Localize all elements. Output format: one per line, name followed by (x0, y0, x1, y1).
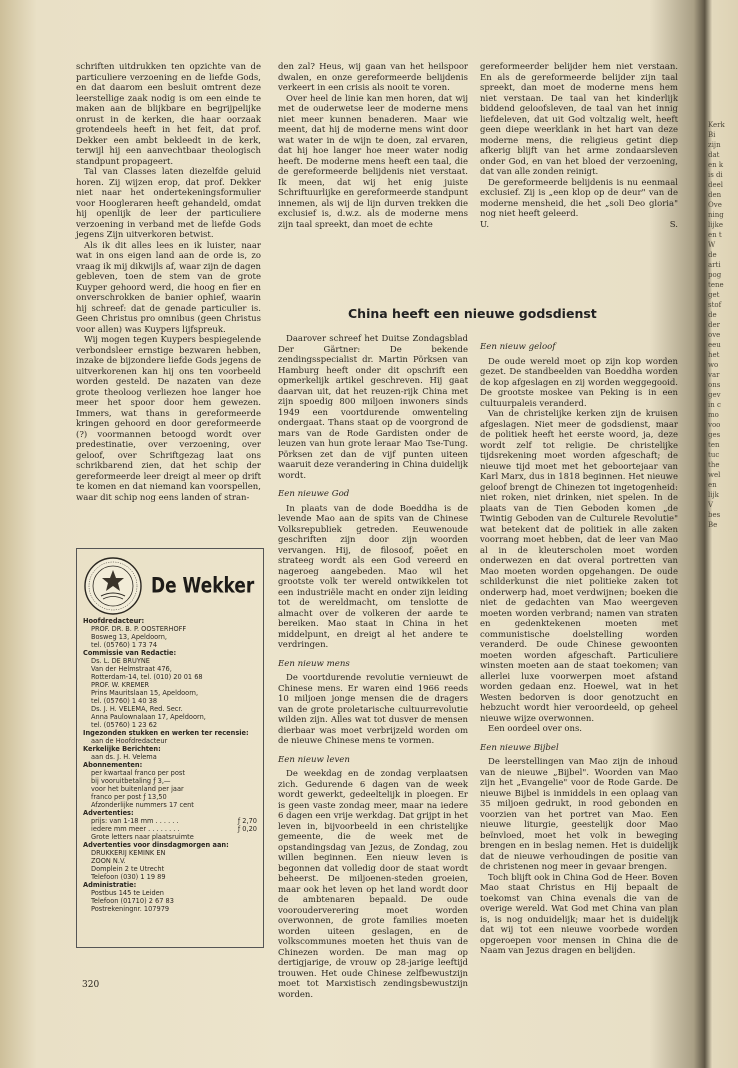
next-page-fragment: wel (708, 471, 721, 479)
masthead-line: bij vooruitbetaling ƒ 3,— (91, 777, 171, 785)
next-page-fragment: ons (708, 381, 721, 389)
next-page-fragment: dat (708, 151, 720, 159)
price-row (83, 817, 257, 825)
next-page-fragment: tene (708, 281, 724, 289)
paragraph: schriften uitdrukken ten opzichte van de particuliere verzoening en de liefde Gods, en dat daarom een besluit omtrent deze leerstellige zaak nodig is om een einde te maken aan de blijkbare en begrijpelijke onrust in de kerken, die haar oorzaak grotendeels heeft in het feit, dat prof. Dekker een ambt bekleedt in de kerk, terwijl hij een aanvechtbaar theologisch standpunt propageert. (76, 62, 261, 167)
next-page-fragment: wo (708, 361, 719, 369)
price-value: ƒ 2,70 (237, 817, 257, 825)
signature-initial: S. (669, 219, 678, 230)
next-page-fragment: en k (708, 161, 724, 169)
masthead-line: ZOON N.V. (91, 857, 126, 865)
paragraph: De voortdurende revolutie vernieuwt de Chinese mens. Er waren eind 1966 reeds 10 miljoen jonge mensen die de dragers van de grote proletarische cultuurrevolutie wilden zijn. Alles wat tot dusver de mensen dierbaar was moet verbrijzeld worden om de nieuwe Chinese mens te vormen. (278, 673, 468, 746)
paragraph: gereformeerder belijder hem niet verstaan. En als de gereformeerde belijder zijn taal spreekt, dan moet de moderne mens hem niet verstaan. De taal van het kinderlijk biddend geloofsleven, de taal van het innig liefdeleven, dat uit God voltzalig welt, heeft geen diepe weerklank in het hart van deze moderne mens, die religieus getint diep afkerig blijft van het arme zondaarsleven onder God, en van het bloed der verzoening, dat van alle zonden reinigt. (480, 62, 678, 177)
next-page-fragment: Ove (708, 201, 722, 209)
paragraph: Tal van Classes laten diezelfde geluid horen. Zij wijzen erop, dat prof. Dekker niet naar het ondertekeningsformulier voor Hoogleraren heeft gehandeld, omdat hij openlijk de leer der particuliere verzoening in verband met de liefde Gods jegens Zijn uitverkoren betwist. (76, 167, 261, 240)
masthead-line: Van der Helmstraat 476, (91, 665, 172, 673)
masthead-line: Postrekeningnr. 107979 (91, 905, 170, 913)
paragraph: Toch blijft ook in China God de Heer. Boven Mao staat Christus en Hij bepaalt de toekomst van China evenals die van de overige wereld. Wat God met China van plan is, is nog onduidelijk; maar het is duidelijk dat wij tot een nieuwe voorbede worden opgeroepen voor mensen in China die de Naam van Jezus dragen en belijden. (480, 872, 678, 956)
next-page-fragment: gev (708, 391, 721, 399)
masthead-box (76, 548, 264, 948)
magazine-page (48, 62, 696, 1042)
masthead-line: PROF. DR. B. P. OOSTERHOFF (91, 625, 187, 633)
masthead-line: Anna Paulownalaan 17, Apeldoorn, (91, 713, 206, 721)
masthead-line: tel. (05760) 1 40 38 (91, 697, 158, 705)
next-page-fragment: ove (708, 331, 721, 339)
masthead-line: aan ds. J. H. Velema (91, 753, 157, 761)
next-page-fragment: den (708, 191, 722, 199)
signature-line (480, 220, 678, 231)
masthead-line: Rotterdam-14, tel. (010) 20 01 68 (91, 673, 203, 681)
next-page-fragment: Kerk (708, 121, 725, 129)
next-page-fragment: ning (708, 211, 724, 219)
next-page-fragment: het (708, 351, 720, 359)
paragraph: Wij mogen tegen Kuypers bespiegelende verbondsleer ernstige bezwaren hebben, inzake de bijzondere liefde Gods jegens de uitverkorenen kan hij ons ten voorbeeld worden gesteld. De nazaten van deze grote theoloog verliezen hoe langer hoe meer het spoor door hem gewezen. Immers, wat thans in gereformeerde kringen gehoord en door gereformeerde (?) voormannen betoogd wordt over predestinatie, over verzoening, over geloof, over Schriftgezag laat ons schrikbarend zien, dat het schip der gereformeerde leer dreigt al meer op drift te komen en dat niemand kan voorspellen, waar dit schip nog eens landen of stran- (76, 335, 261, 503)
next-page-fragment: Bi (708, 131, 716, 139)
next-page-fragment: W (708, 241, 716, 249)
next-page-edge (708, 120, 738, 530)
next-page-fragment: lijk (708, 491, 719, 499)
masthead-line: Telefoon (01710) 2 67 83 (91, 897, 174, 905)
masthead-line: Ds. L. DE BRUYNE (91, 657, 150, 665)
masthead-label: Administratie: (83, 881, 137, 889)
next-page-fragment: ten (708, 441, 720, 449)
paragraph: De gereformeerde belijdenis is nu eenmaal exclusief. Zij is „een klop op de deur" van de moderne mensheid, die het „soli Deo gloria" nog niet heeft geleerd. (480, 177, 678, 219)
next-page-fragment: in c (708, 401, 721, 409)
masthead-label: Ingezonden stukken en werken ter recensie: (83, 729, 249, 737)
next-page-fragment: deel (708, 181, 724, 189)
masthead-label: Abonnementen: (83, 761, 143, 769)
next-page-fragment: the (708, 461, 720, 469)
section-subheading: Een nieuwe God (278, 489, 350, 499)
signature-initial: U. (480, 219, 490, 230)
masthead-line: Grote letters naar plaatsruimte (91, 833, 194, 841)
masthead-label: Commissie van Redactie: (83, 649, 177, 657)
masthead-line: franco per post ƒ 13,50 (91, 793, 167, 801)
paragraph: den zal? Heus, wij gaan van het heilspoor dwalen, en onze gereformeerde belijdenis verkeert in een crisis als nooit te voren. (278, 62, 468, 93)
paragraph: Een oordeel over ons. (488, 724, 583, 734)
column-middle-top (278, 62, 468, 232)
column-right-top (480, 62, 678, 262)
masthead-details (83, 617, 257, 913)
next-page-fragment: lijke (708, 221, 724, 229)
next-page-fragment: V (708, 501, 714, 509)
section-subheading: Een nieuw geloof (480, 342, 556, 352)
masthead-line: Afzonderlijke nummers 17 cent (91, 801, 194, 809)
next-page-fragment: tuc (708, 451, 720, 459)
price-label: iedere mm meer . . . . . . . . (91, 825, 180, 833)
column-right-article (480, 334, 678, 974)
next-page-fragment: mo (708, 411, 719, 419)
price-row (83, 825, 257, 833)
masthead-label: Hoofdredacteur: (83, 617, 145, 625)
article-headline: China heeft een nieuwe godsdienst (348, 306, 597, 321)
masthead-line: Ds. J. H. VELEMA, Red. Secr. (91, 705, 183, 713)
masthead-line: Bosweg 13, Apeldoorn, (91, 633, 168, 641)
next-page-fragment: en (708, 481, 717, 489)
next-page-fragment: de (708, 311, 717, 319)
next-page-fragment: bes (708, 511, 721, 519)
next-page-fragment: is di (708, 171, 723, 179)
section-subheading: Een nieuw mens (278, 658, 350, 669)
next-page-fragment: arti (708, 261, 721, 269)
next-page-fragment: der (708, 321, 720, 329)
paragraph: Daarover schreef het Duitse Zondagsblad Der Gärtner: De bekende zendingsspecialist dr. Martin Pörksen van Hamburg heeft onder dit opschrift een opmerkelijk artikel geschreven. Hij gaat daarvan uit, dat het reuzen-rijk China met zijn spoedig 800 miljoen inwoners sinds 1949 een voortdurende omwenteling ondergaat. Thans staat op de voorgrond de mars van de Rode Gardisten onder de leuzen van hun grote leraar Mao Tse-Tung. Pörksen zet dan de vijf punten uiteen waaruit deze verandering in China duidelijk wordt. (278, 334, 468, 481)
paragraph: In plaats van de dode Boeddha is de levende Mao aan de spits van de Chinese Volksrepubliek getreden. Eeuwenoude geschriften zijn door zijn woorden vervangen. Hij, de filosoof, poëet en strateeg wordt als een God vereerd en nageroeg aangebeden. Mao wil het grootste volk ter wereld ontwikkelen tot een industriële macht en onder zijn leiding tot de wereldmacht, om tenslotte de almacht over de volkeren der aarde te bereiken. Mao staat in China in het middelpunt, en dreigt al het andere te verdringen. (278, 503, 468, 650)
paragraph: Als ik dit alles lees en ik luister, naar wat in ons eigen land aan de orde is, zo vraag ik mij dikwijls af, waar zijn de dagen gebleven, toen de stem van de grote Kuyper gehoord werd, die hoog en fier en onverschrokken de banier ophief, waarin hij schreef: dat de genade particulier is. Geen Christus pro omnibus (geen Christus voor allen) was Kuypers lijfspreuk. (76, 240, 261, 335)
price-label: prijs: van 1-18 mm . . . . . . (91, 817, 179, 825)
next-page-fragment: zijn (708, 141, 721, 149)
masthead-line: DRUKKERIJ KEMINK EN (91, 849, 166, 857)
next-page-fragment: voo (708, 421, 721, 429)
masthead-line: per kwartaal franco per post (91, 769, 185, 777)
section-subheading: Een nieuwe Bijbel (480, 742, 559, 753)
next-page-fragment: stof (708, 301, 722, 309)
seal-logo (83, 556, 143, 616)
masthead-line: tel. (05760) 1 73 74 (91, 641, 158, 649)
masthead-line: Prins Mauritslaan 15, Apeldoorn, (91, 689, 199, 697)
masthead-line: Postbus 145 te Leiden (91, 889, 164, 897)
next-page-fragment: de (708, 251, 717, 259)
masthead-line: aan de Hoofdredacteur (91, 737, 168, 745)
next-page-fragment: pog (708, 271, 722, 279)
next-page-fragment: var (708, 371, 720, 379)
column-middle-article (278, 334, 468, 1000)
masthead-label: Kerkelijke Berichten: (83, 745, 161, 753)
masthead-line: Domplein 2 te Utrecht (91, 865, 165, 873)
masthead-line: PROF. W. KREMER (91, 681, 150, 689)
next-page-fragment: get (708, 291, 720, 299)
price-value: ƒ 0,20 (237, 825, 257, 833)
masthead-label: Advertenties voor dinsdagmorgen aan: (83, 841, 229, 849)
paragraph: De weekdag en de zondag verplaatsen zich. Gedurende 6 dagen van de week wordt gewerkt, gedeeltelijk in ploegen. Er is geen vaste zondag meer, maar na iedere 6 dagen een vrije werkdag. Dat grijpt in het leven in, bijvoorbeeld in een christelijke gemeente, die de week met de opstandingsdag van Jezus, de Zondag, zou willen beginnen. Een nieuw leven is begonnen dat volledig door de staat wordt beheerst. De miljoenen-steden groeien, maar ook het leven op het land wordt door de ambtenaren bepaald. De oude voorouderverering moet worden overwonnen, de grote families moeten worden uiteen geslagen, en de volkscommunes moeten het thuis van de Chinezen worden. De man mag op dertigjarige, de vrouw op 28-jarige leeftijd trouwen. Het oude Chinese zelfbewustzijn moet tot Marxistisch zendingsbewustzijn worden. (278, 769, 468, 1000)
masthead (83, 555, 257, 617)
next-page-fragment: ges (708, 431, 721, 439)
masthead-line: Telefoon (030) 1 19 89 (91, 873, 166, 881)
paragraph: De leerstellingen van Mao zijn de inhoud van de nieuwe „Bijbel". Woorden van Mao zijn het „Evangelie" voor de Rode Garde. De nieuwe Bijbel is inmiddels in een oplaag van 35 miljoen gedrukt, in rood gebonden en voorzien van het portret van Mao. Een nieuwe liturgie, geestelijk door Mao beïnvloed, moet het volk in beweging brengen en in beslag nemen. Het is duidelijk dat de nieuwe verhoudingen de positie van de christenen nog meer in gevaar brengen. (480, 757, 678, 872)
column-left (76, 62, 261, 503)
masthead-line: voor het buitenland per jaar (91, 785, 184, 793)
paragraph: Over heel de linie kan men horen, dat wij met de ouderwetse leer de moderne mens niet meer kunnen benaderen. Maar wie meent, dat hij de moderne mens wint door wat water in de wijn te doen, zal ervaren, dat hij hoe langer hoe meer water nodig heeft. De moderne mens heeft een taal, die de gereformeerde belijdenis niet verstaat. Ik meen, dat wij het enig juiste Schriftuurlijke en gereformeerde standpunt innemen, als wij de lijn durven trekken die exclusief is, d.w.z. als de moderne mens zijn taal spreekt, dan moet de echte (278, 93, 468, 230)
section-subheading: Een nieuw leven (278, 754, 350, 765)
next-page-fragment: en t (708, 231, 722, 239)
page-number: 320 (82, 980, 100, 990)
masthead-label: Advertenties: (83, 809, 134, 817)
next-page-fragment: Be (708, 521, 718, 529)
masthead-brand: De Wekker (151, 573, 255, 599)
next-page-fragment: eeu (708, 341, 721, 349)
paragraph: Van de christelijke kerken zijn de kruisen afgeslagen. Niet meer de godsdienst, maar de politiek heeft het eerste woord, ja, deze wordt zelf tot religie. De christelijke tijdsrekening moet worden afgeschaft; de nieuwe tijd moet met het geboortejaar van Karl Marx, dus in 1818 beginnen. Het nieuwe geloof brengt de Chinezen tot ingetogenheid: niet roken, niet drinken, niet spelen. In de plaats van de Tien Geboden komen „de Twintig Geboden van de Culturele Revolutie" wat betekent dat de politiek in alle zaken voorrang moet hebben, dat de leer van Mao al in de kleuterscholen moet worden onderwezen en dat overal portretten van Mao moeten worden opgehangen. De oude schilderkunst die niet politieke zaken tot onderwerp had, moet verdwijnen; boeken die niet de gedachten van Mao weergeven moeten worden verbrand; namen van straten en gedenktekenen moeten met communistische doelstelling worden veranderd. De oude Chinese gewoonten moeten worden afgeschaft. Particuliere winsten moeten aan de staat toekomen; van allerlei luxe voorwerpen moet afstand worden gedaan enz. Hoewel, wat in het Westen bedorven is door genotzucht en hebzucht wordt hier veroordeeld, op geheel nieuwe wijze overwonnen. (480, 409, 678, 724)
paragraph: De oude wereld moet op zijn kop worden gezet. De standbeelden van Boeddha worden de kop afgeslagen en zij worden weggegooid. De grootste moskee van Peking is in een cultuurpaleis veranderd. (480, 356, 678, 409)
masthead-line: tel. (05760) 1 23 62 (91, 721, 158, 729)
